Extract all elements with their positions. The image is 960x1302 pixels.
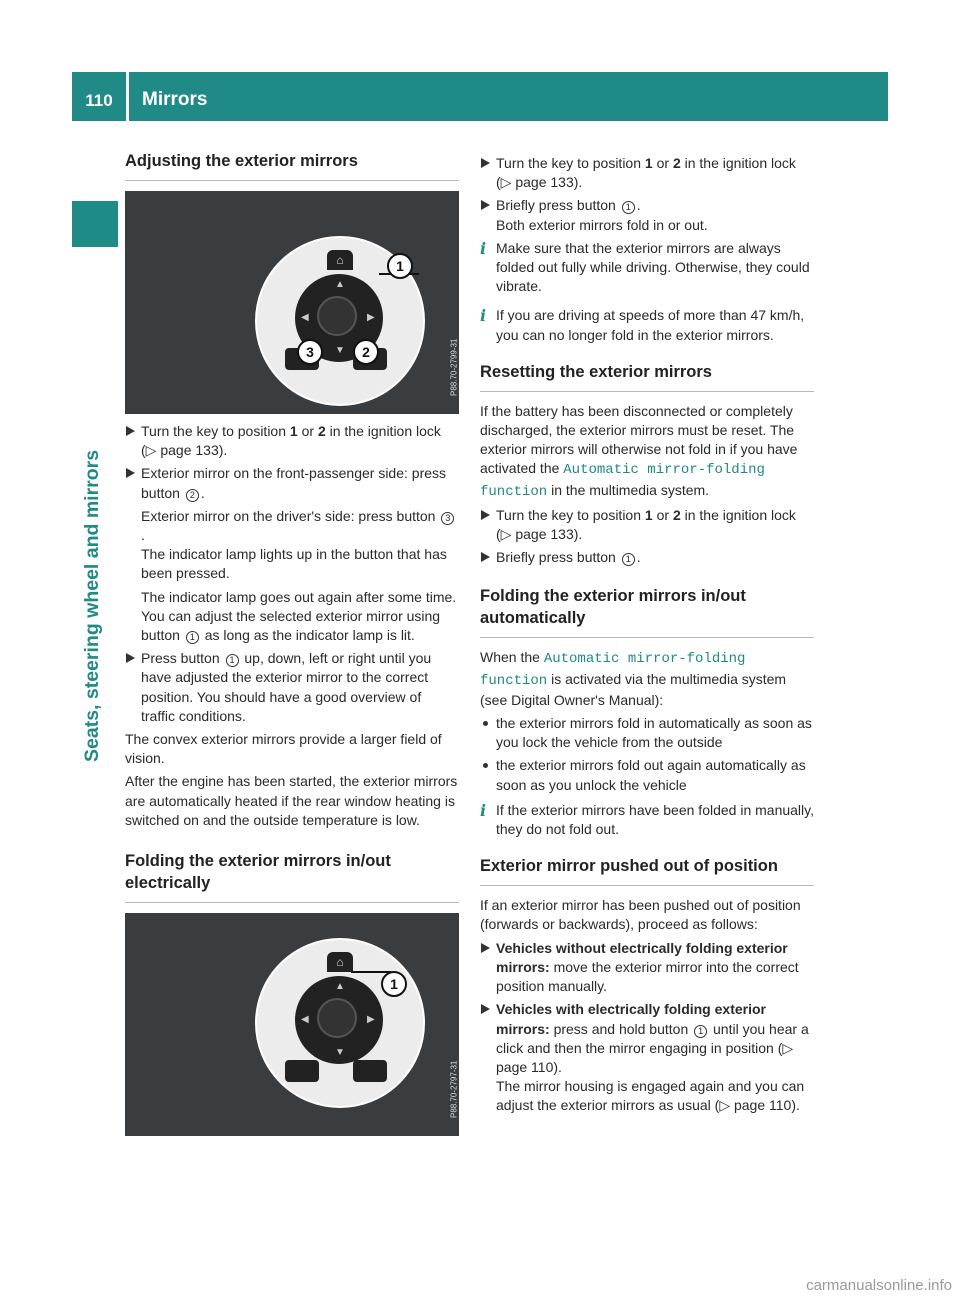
button-ref-1: 1	[622, 201, 635, 214]
adjust-pad-center	[317, 998, 357, 1038]
menu-item-automatic-mirror-folding: Automatic mirror-folding function	[480, 462, 765, 500]
step-without-electric: Vehicles without electrically folding exterior mirrors: move the exterior mirror into the correct position manually.	[480, 939, 814, 997]
arrow-left-icon: ◀	[301, 312, 309, 323]
arrow-up-icon: ▲	[335, 279, 345, 290]
arrow-right-icon: ▶	[367, 1014, 375, 1026]
step-with-electric: Vehicles with electrically folding exterior mirrors: press and hold button 1 until you hear a click and then the mirror engaging in position (▷ page 110). The mirror housing is engaged again and you can adjust the exterior mirrors as usual (▷ page 110).	[480, 1000, 814, 1115]
page-number: 110	[85, 91, 113, 110]
left-column	[125, 150, 459, 1144]
info-note-speed: i If you are driving at speeds of more than 47 km/h, you can no longer fold in the exterior mirrors.	[480, 306, 805, 343]
callout-badge-2: 2	[353, 339, 379, 365]
info-icon: i	[480, 800, 487, 820]
header-divider	[126, 72, 129, 121]
section-title: Mirrors	[142, 89, 208, 110]
right-column	[480, 154, 814, 1120]
figure-callout-magnifier	[255, 938, 425, 1108]
para-reset: If the battery has been disconnected or completely discharged, the exterior mirrors must be reset. The exterior mirrors will otherwise not fold in if you have activated the Automatic mirror-folding function in the multimedia system.	[480, 402, 798, 500]
figure-mirror-fold-control	[125, 913, 459, 1136]
button-ref-1: 1	[186, 631, 199, 644]
callout-badge-1: 1	[381, 971, 407, 997]
adjust-pad-center	[317, 296, 357, 336]
menu-item-automatic-mirror-folding: Automatic mirror-folding function	[480, 651, 746, 689]
heading-fold-automatically: Folding the exterior mirrors in/out automatically	[480, 585, 814, 638]
step-turn-key: Turn the key to position 1 or 2 in the ignition lock (▷ page 133).	[480, 154, 814, 192]
para-convex: The convex exterior mirrors provide a larger field of vision.	[125, 731, 442, 767]
page-ref-arrow-icon: ▷	[782, 1039, 794, 1056]
fold-mirror-icon: ⌂	[327, 952, 353, 972]
callout-badge-1: 1	[387, 253, 413, 279]
page-ref-arrow-icon: ▷	[145, 442, 157, 459]
fold-mirror-icon: ⌂	[327, 250, 353, 270]
chapter-side-title: Seats, steering wheel and mirrors	[81, 449, 103, 762]
step-press-fold: Briefly press button 1 . Both exterior mirrors fold in or out.	[480, 196, 814, 234]
button-ref-3: 3	[441, 512, 454, 525]
figure-mirror-controls	[125, 191, 459, 414]
info-icon: i	[480, 306, 487, 326]
list-item: the exterior mirrors fold out again automatically as soon as you unlock the vehicle	[480, 756, 814, 794]
para-auto: When the Automatic mirror-folding function is activated via the multimedia system (see Digital Owner's Manual):	[480, 649, 787, 708]
passenger-mirror-button	[353, 1060, 387, 1082]
arrow-down-icon: ▼	[335, 345, 345, 356]
heading-resetting: Resetting the exterior mirrors	[480, 361, 814, 392]
step-press-reset: Briefly press button 1 .	[480, 548, 814, 567]
info-note-manual: i If the exterior mirrors have been folded in manually, they do not fold out.	[480, 800, 815, 838]
step-turn-key: Turn the key to position 1 or 2 in the ignition lock (▷ page 133).	[480, 506, 814, 544]
figure-code: P88.70-2799-31	[449, 338, 458, 396]
callout-badge-3: 3	[297, 339, 323, 365]
chapter-tab-marker	[72, 201, 118, 247]
arrow-up-icon: ▲	[335, 981, 345, 993]
arrow-left-icon: ◀	[301, 1014, 309, 1026]
page-ref-arrow-icon: ▷	[719, 1097, 731, 1114]
button-ref-1: 1	[622, 553, 635, 566]
button-ref-1: 1	[694, 1025, 707, 1038]
info-icon: i	[480, 238, 487, 258]
heading-pushed-out: Exterior mirror pushed out of position	[480, 855, 814, 886]
step-select-mirror: Exterior mirror on the front-passenger side: press button 2 . Exterior mirror on the driver's side: press button 3. The indicator lamp lights up in the button that has been pressed. The indicator lamp goes out again after some time. You can adjust the selected exterior mirror using button 1 as long as the indicator lamp is lit.	[125, 464, 459, 645]
arrow-down-icon: ▼	[335, 1047, 345, 1059]
adjust-pad	[295, 976, 383, 1064]
info-note-fold-out: i Make sure that the exterior mirrors are always folded out fully while driving. Otherwise, they could vibrate.	[480, 238, 810, 295]
footer-watermark: carmanualsonline.info	[806, 1277, 952, 1294]
step-press-adjust: Press button 1 up, down, left or right until you have adjusted the exterior mirror to the correct position. You should have a good overview of traffic conditions.	[125, 649, 459, 726]
arrow-right-icon: ▶	[367, 312, 375, 323]
page-ref-arrow-icon: ▷	[500, 526, 512, 543]
button-ref-1: 1	[226, 654, 239, 667]
figure-code: P88.70-2797-31	[449, 1060, 458, 1119]
list-item: the exterior mirrors fold in automatically as soon as you lock the vehicle from the outside	[480, 714, 814, 752]
page-ref-arrow-icon: ▷	[500, 174, 512, 191]
para-pushed: If an exterior mirror has been pushed out of position (forwards or backwards), proceed as follows:	[480, 897, 801, 933]
heading-fold-electrically: Folding the exterior mirrors in/out electrically	[125, 850, 459, 903]
callout-line-1	[351, 971, 391, 973]
para-heated: After the engine has been started, the exterior mirrors are automatically heated if the rear window heating is switched on and the outside temperature is low.	[125, 773, 458, 828]
step-turn-key: Turn the key to position 1 or 2 in the ignition lock (▷ page 133).	[125, 422, 459, 460]
heading-adjusting: Adjusting the exterior mirrors	[125, 150, 459, 181]
driver-mirror-button	[285, 1060, 319, 1082]
button-ref-2: 2	[186, 489, 199, 502]
